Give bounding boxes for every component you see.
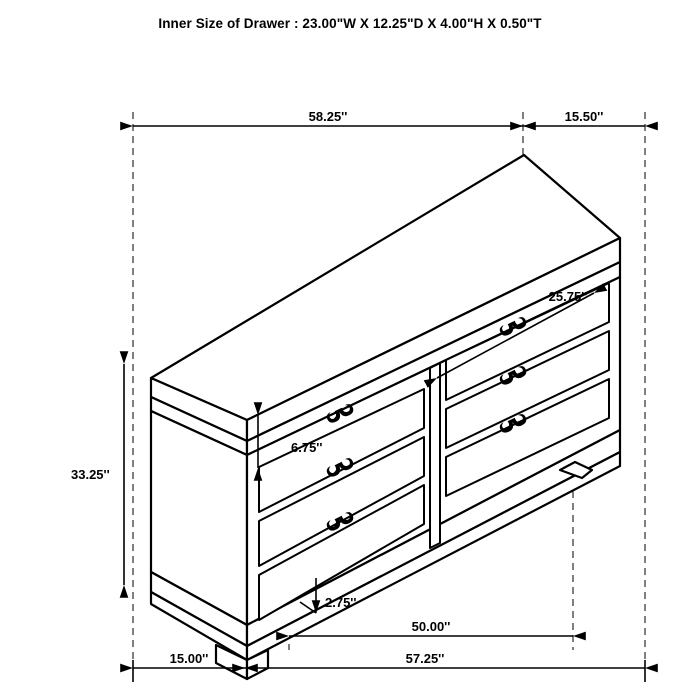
dim-label-overall-height: 33.25'' [71,467,110,482]
dim-label-drawer-height: 6.75'' [291,440,323,455]
dim-label-drawer-diagonal: 25.75'' [548,289,588,304]
dim-label-base-width: 50.00'' [411,619,451,634]
dim-label-side-depth: 15.00'' [169,651,209,666]
dim-label-top-width: 58.25'' [308,109,348,124]
dim-label-top-depth: 15.50'' [564,109,604,124]
dim-label-bottom-width: 57.25'' [405,651,445,666]
page-title: Inner Size of Drawer : 23.00"W X 12.25"D X 4.00"H X 0.50"T [158,16,542,31]
dim-label-base-height: 2.75'' [325,595,357,610]
